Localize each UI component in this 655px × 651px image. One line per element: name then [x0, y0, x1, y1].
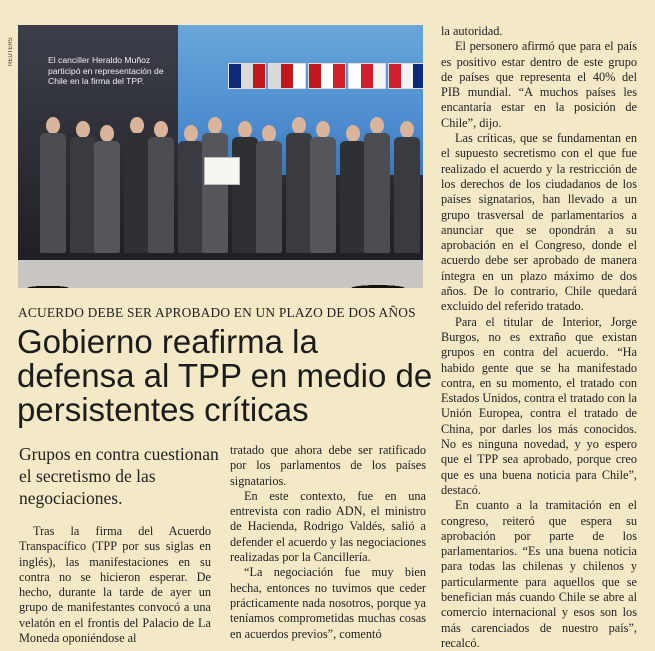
paragraph-continued: la autoridad. [441, 24, 503, 38]
paragraph: Para el titular de Interior, Jorge Burgos, no es extraño que existan grupos en contra del acuerdo. “Ha habido gente que se ha manifestado contra, en su momento, el tratado con Estados Unidos, contra el tratado con la Unión Europea, contra el tratado de China, por darles los más conocidos. No es ninguna novedad, y yo espero que el TPP sea aprobado, porque creo que es una buena noticia para Chile”, destacó. [441, 314, 637, 497]
person-suit [148, 137, 174, 253]
person-head [208, 117, 222, 134]
flag [388, 63, 423, 89]
paragraph: “La negociación fue muy bien hecha, entonces no tuvimos que ceder prácticamente nada nosotros, porque ya teníamos comprometidas muchas cosas en acuerdos previos”, comentó [230, 565, 426, 641]
person-head [370, 117, 384, 134]
column-3 [441, 24, 637, 651]
column-2 [230, 443, 426, 642]
person-head [154, 121, 168, 138]
person-suit [364, 133, 390, 253]
person-head [316, 121, 330, 138]
person-suit [124, 133, 150, 253]
person-head [76, 121, 90, 138]
flag [268, 63, 306, 89]
audience-silhouettes [18, 248, 423, 288]
person-head [400, 121, 414, 138]
person-head [100, 125, 114, 142]
subheadline: Grupos en contra cuestionan el secretismo de las negociaciones. [19, 444, 219, 508]
person-suit [40, 133, 66, 253]
person-suit [94, 141, 120, 253]
person-suit [70, 137, 96, 253]
person-suit [232, 137, 258, 253]
person-suit [256, 141, 282, 253]
person-head [292, 117, 306, 134]
flag [308, 63, 346, 89]
person-suit [394, 137, 420, 253]
person-suit [286, 133, 312, 253]
flag [228, 63, 266, 89]
person-suit [178, 141, 204, 253]
column-1 [19, 524, 211, 646]
photo-caption: El canciller Heraldo Muñoz participó en representación de Chile en la firma del TPP. [48, 55, 164, 86]
person-head [346, 125, 360, 142]
person-head [130, 117, 144, 134]
person-head [262, 125, 276, 142]
paragraph-continued: tratado que ahora debe ser ratificado por los parlamentos de los países signatarios. [230, 443, 426, 488]
person-suit [310, 137, 336, 253]
person-head [184, 125, 198, 142]
signed-document [204, 157, 240, 185]
paragraph: En cuanto a la tramitación en el congreso, reiteró que espera su aprobación por parte de los parlamentarios. “Es una buena noticia para todas las chilenas y chilenos y particularmente para aquellos que se benefician más cuando Chile se abre al comercio internacional y esos son los más carenciados de nuestro país”, recalcó. [441, 498, 637, 650]
photo-credit: REUTERS [8, 37, 14, 66]
person-head [238, 121, 252, 138]
paragraph: El personero afirmó que para el país es positivo estar dentro de este grupo de países que representa el 40% del PIB mundial. “A muchos países les encantaría estar en la posición de Chile”, dijo. [441, 39, 637, 130]
news-photo [18, 25, 423, 288]
paragraph: Las críticas, que se fundamentan en el supuesto secretismo con el que fue realizado el acuerdo y la restricción de los derechos de los ciudadanos de los países signatarios, han llevado a un grupo trasversal de parlamentarios a anunciar que se opondrán a su aprobación en el Congreso, donde el acuerdo debe ser aprobado de manera íntegra en un plazo máximo de dos años. De lo contrario, Chile quedará excluido del referido tratado. [441, 131, 637, 314]
paragraph: En este contexto, fue en una entrevista con radio ADN, el ministro de Hacienda, Rodrigo Valdés, salió a defender el acuerdo y las negociaciones realizadas por la Cancillería. [230, 488, 426, 565]
headline: Gobierno reafirma la defensa al TPP en medio de persistentes críticas [17, 323, 433, 428]
person-head [46, 117, 60, 134]
person-suit [340, 141, 366, 253]
person-suit [202, 133, 228, 253]
paragraph: Tras la firma del Acuerdo Transpacífico (TPP por sus siglas en inglés), las manifestaciones en su contra no se hicieron esperar. De hecho, durante la tarde de ayer un grupo de manifestantes convocó a una velatón en el frontis del Palacio de La Moneda oponiéndose al [19, 524, 211, 646]
kicker: ACUERDO DEBE SER APROBADO EN UN PLAZO DE DOS AÑOS [18, 305, 416, 320]
flag [348, 63, 386, 89]
